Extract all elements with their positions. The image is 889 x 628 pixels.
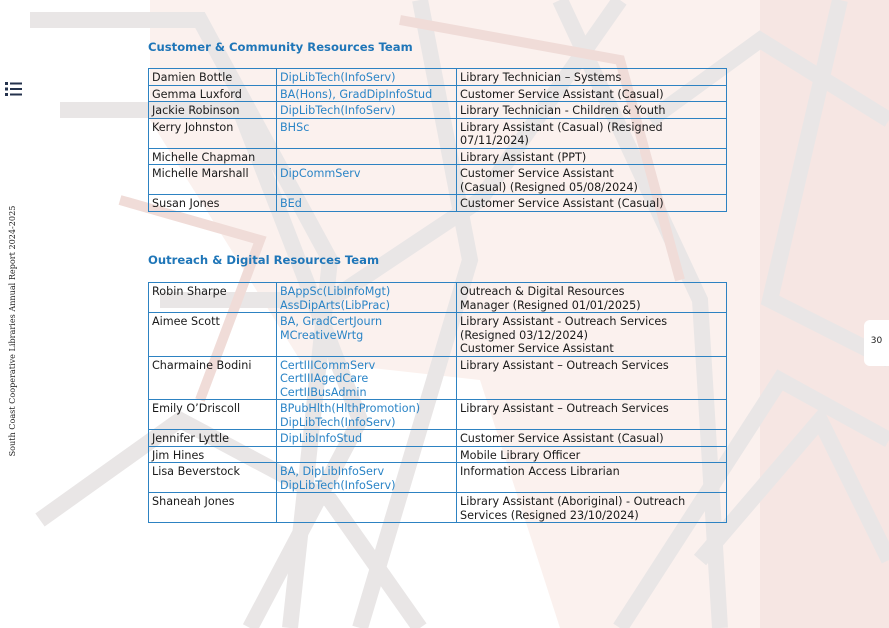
qualification-cell bbox=[277, 463, 457, 493]
qualification-line: CertIIIAgedCare bbox=[280, 372, 369, 385]
name-cell bbox=[149, 118, 277, 148]
role-line: Library Assistant - Outreach Services bbox=[460, 315, 668, 328]
qualification-cell bbox=[277, 356, 457, 400]
name-cell bbox=[149, 148, 277, 165]
name-cell bbox=[149, 493, 277, 523]
qualification-line: BAppSc(LibInfoMgt) bbox=[280, 285, 391, 298]
section-title-customer-community: Customer & Community Resources Team bbox=[148, 40, 413, 54]
role-line: Mobile Library Officer bbox=[460, 448, 581, 462]
staff-name: Susan Jones bbox=[152, 197, 220, 210]
role-cell bbox=[457, 463, 727, 493]
qualification-cell bbox=[277, 85, 457, 102]
role-cell bbox=[457, 118, 727, 148]
role-line: Library Assistant (Aboriginal) - Outreach bbox=[460, 495, 686, 508]
qualification-cell bbox=[277, 493, 457, 523]
name-cell bbox=[149, 102, 277, 119]
role-line: Customer Service Assistant (Casual) bbox=[460, 87, 664, 101]
qualification-line: BPubHlth(HlthPromotion) bbox=[280, 402, 421, 415]
qualification-cell bbox=[277, 195, 457, 212]
qualification-line: BA(Hons), GradDipInfoStud bbox=[280, 87, 433, 101]
qualification-line: DipLibTech(InfoServ) bbox=[280, 71, 396, 84]
name-cell bbox=[149, 446, 277, 463]
role-cell bbox=[457, 85, 727, 102]
staff-name: Shaneah Jones bbox=[152, 495, 235, 508]
table-row bbox=[149, 148, 727, 165]
name-cell bbox=[149, 356, 277, 400]
staff-name: Emily O’Driscoll bbox=[152, 402, 241, 415]
role-line: Library Assistant – Outreach Services bbox=[460, 402, 669, 415]
table-row bbox=[149, 69, 727, 86]
name-cell bbox=[149, 195, 277, 212]
role-cell bbox=[457, 493, 727, 523]
role-line: Library Assistant (PPT) bbox=[460, 150, 587, 164]
role-line: Customer Service Assistant bbox=[460, 342, 614, 355]
qualification-cell bbox=[277, 102, 457, 119]
role-line: Library Assistant – Outreach Services bbox=[460, 358, 669, 372]
role-line: Library Technician – Systems bbox=[460, 71, 622, 84]
table-row bbox=[149, 313, 727, 357]
role-line: Customer Service Assistant (Casual) bbox=[460, 197, 664, 210]
table-row bbox=[149, 283, 727, 313]
page-number-tab bbox=[864, 320, 889, 366]
section-title-outreach-digital: Outreach & Digital Resources Team bbox=[148, 253, 380, 267]
qualification-line: DipLibTech(InfoServ) bbox=[280, 415, 396, 429]
table-row bbox=[149, 102, 727, 119]
table-row bbox=[149, 446, 727, 463]
role-cell bbox=[457, 165, 727, 195]
menu-list-icon[interactable] bbox=[4, 80, 24, 98]
qualification-line: DipLibTech(InfoServ) bbox=[280, 478, 396, 492]
name-cell bbox=[149, 430, 277, 447]
side-report-tab bbox=[0, 195, 24, 467]
qualification-line: MCreativeWrtg bbox=[280, 328, 364, 342]
role-cell bbox=[457, 313, 727, 357]
qualification-line: DipLibTech(InfoServ) bbox=[280, 104, 396, 117]
staff-name: Charmaine Bodini bbox=[152, 358, 252, 372]
role-cell bbox=[457, 69, 727, 86]
qualification-cell bbox=[277, 400, 457, 430]
staff-name: Michelle Chapman bbox=[152, 150, 256, 164]
staff-table-outreach-digital bbox=[148, 282, 727, 523]
role-line: (Casual) (Resigned 05/08/2024) bbox=[460, 180, 638, 194]
table-row bbox=[149, 430, 727, 447]
role-cell bbox=[457, 148, 727, 165]
role-line: (Resigned 03/12/2024) bbox=[460, 328, 589, 342]
name-cell bbox=[149, 69, 277, 86]
qualification-cell bbox=[277, 118, 457, 148]
staff-name: Robin Sharpe bbox=[152, 285, 227, 298]
table-row bbox=[149, 85, 727, 102]
role-line: Outreach & Digital Resources bbox=[460, 285, 625, 298]
staff-table-customer-community bbox=[148, 68, 727, 212]
role-cell bbox=[457, 102, 727, 119]
staff-name: Jackie Robinson bbox=[152, 104, 240, 117]
qualification-line: BHSc bbox=[280, 120, 310, 134]
staff-name: Kerry Johnston bbox=[152, 120, 234, 134]
role-line: Services (Resigned 23/10/2024) bbox=[460, 508, 639, 522]
role-line: Information Access Librarian bbox=[460, 465, 620, 478]
staff-name: Michelle Marshall bbox=[152, 167, 249, 180]
qualification-cell bbox=[277, 69, 457, 86]
qualification-cell bbox=[277, 148, 457, 165]
table-row bbox=[149, 400, 727, 430]
role-line: Customer Service Assistant bbox=[460, 167, 614, 180]
name-cell bbox=[149, 283, 277, 313]
name-cell bbox=[149, 463, 277, 493]
name-cell bbox=[149, 400, 277, 430]
table-row bbox=[149, 165, 727, 195]
qualification-line: AssDipArts(LibPrac) bbox=[280, 298, 390, 312]
qualification-cell bbox=[277, 313, 457, 357]
role-cell bbox=[457, 283, 727, 313]
qualification-cell bbox=[277, 283, 457, 313]
role-line: Library Assistant (Casual) (Resigned bbox=[460, 120, 663, 134]
table-row bbox=[149, 356, 727, 400]
qualification-cell bbox=[277, 446, 457, 463]
qualification-line: CertIIBusAdmin bbox=[280, 385, 367, 399]
role-line: Library Technician - Children & Youth bbox=[460, 104, 666, 117]
staff-name: Damien Bottle bbox=[152, 71, 233, 84]
report-title-vertical: South Coast Cooperative Libraries Annual Report 2024-2025 bbox=[7, 205, 17, 457]
table-row bbox=[149, 463, 727, 493]
qualification-line: CertIIICommServ bbox=[280, 358, 376, 372]
staff-name: Lisa Beverstock bbox=[152, 465, 240, 478]
qualification-line: BA, GradCertJourn bbox=[280, 315, 383, 328]
name-cell bbox=[149, 85, 277, 102]
staff-name: Aimee Scott bbox=[152, 315, 220, 328]
page-number: 30 bbox=[870, 336, 883, 346]
table-row bbox=[149, 118, 727, 148]
role-cell bbox=[457, 446, 727, 463]
table-row bbox=[149, 195, 727, 212]
role-line: Customer Service Assistant (Casual) bbox=[460, 432, 664, 445]
staff-name: Gemma Luxford bbox=[152, 87, 242, 101]
qualification-cell bbox=[277, 430, 457, 447]
role-cell bbox=[457, 195, 727, 212]
staff-name: Jennifer Lyttle bbox=[152, 432, 230, 445]
staff-name: Jim Hines bbox=[152, 448, 205, 462]
role-cell bbox=[457, 400, 727, 430]
qualification-line: DipLibInfoStud bbox=[280, 432, 363, 445]
name-cell bbox=[149, 165, 277, 195]
table-row bbox=[149, 493, 727, 523]
role-cell bbox=[457, 430, 727, 447]
qualification-line: BEd bbox=[280, 197, 302, 210]
role-line: 07/11/2024) bbox=[460, 134, 529, 147]
qualification-line: BA, DipLibInfoServ bbox=[280, 465, 385, 478]
role-cell bbox=[457, 356, 727, 400]
role-line: Manager (Resigned 01/01/2025) bbox=[460, 298, 641, 312]
name-cell bbox=[149, 313, 277, 357]
qualification-cell bbox=[277, 165, 457, 195]
qualification-line: DipCommServ bbox=[280, 167, 361, 180]
